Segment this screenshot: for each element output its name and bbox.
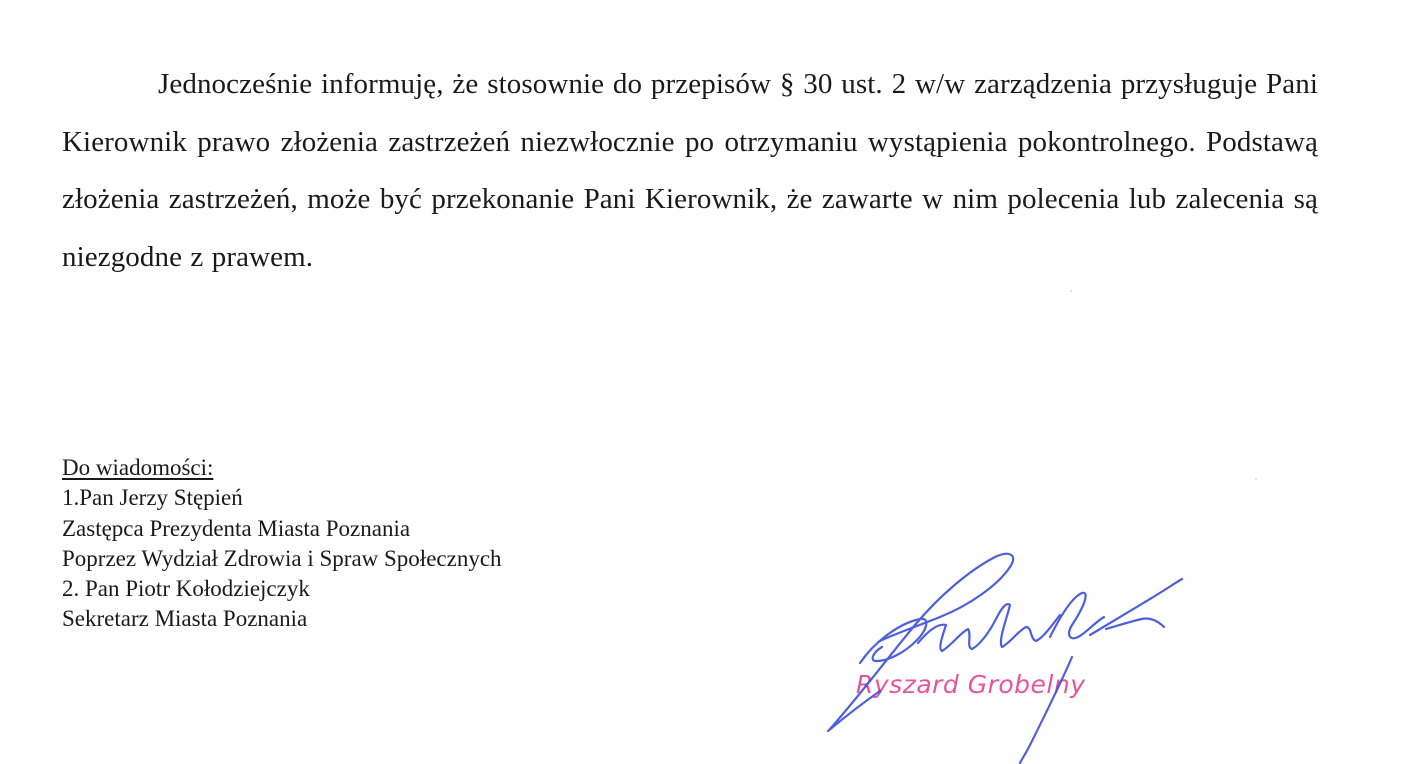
distribution-line: Zastępca Prezydenta Miasta Poznania — [62, 515, 411, 541]
handwritten-signature — [820, 545, 1200, 764]
scan-speck — [1070, 290, 1072, 292]
distribution-line: 1.Pan Jerzy Stępień — [62, 485, 243, 511]
distribution-line: 2. Pan Piotr Kołodziejczyk — [62, 576, 310, 602]
distribution-list — [62, 453, 702, 635]
distribution-heading: Do wiadomości: — [62, 455, 214, 480]
distribution-line: Sekretarz Miasta Poznania — [62, 606, 308, 632]
scan-speck — [1255, 478, 1257, 480]
distribution-line: Poprzez Wydział Zdrowia i Spraw Społecznych — [62, 545, 502, 571]
body-paragraph: Jednocześnie informuję, że stosownie do przepisów § 30 ust. 2 w/w zarządzenia przysługuje Pani Kierownik prawo złożenia zastrzeżeń niezwłocznie po otrzymaniu wystąpienia pokontrolnego. Podstawą złożenia zastrzeżeń, może być przekonanie Pani Kierownik, że zawarte w nim polecenia lub zalecenia są niezgodne z prawem. — [62, 68, 1318, 273]
name-stamp: Ryszard Grobelny — [856, 670, 1086, 699]
